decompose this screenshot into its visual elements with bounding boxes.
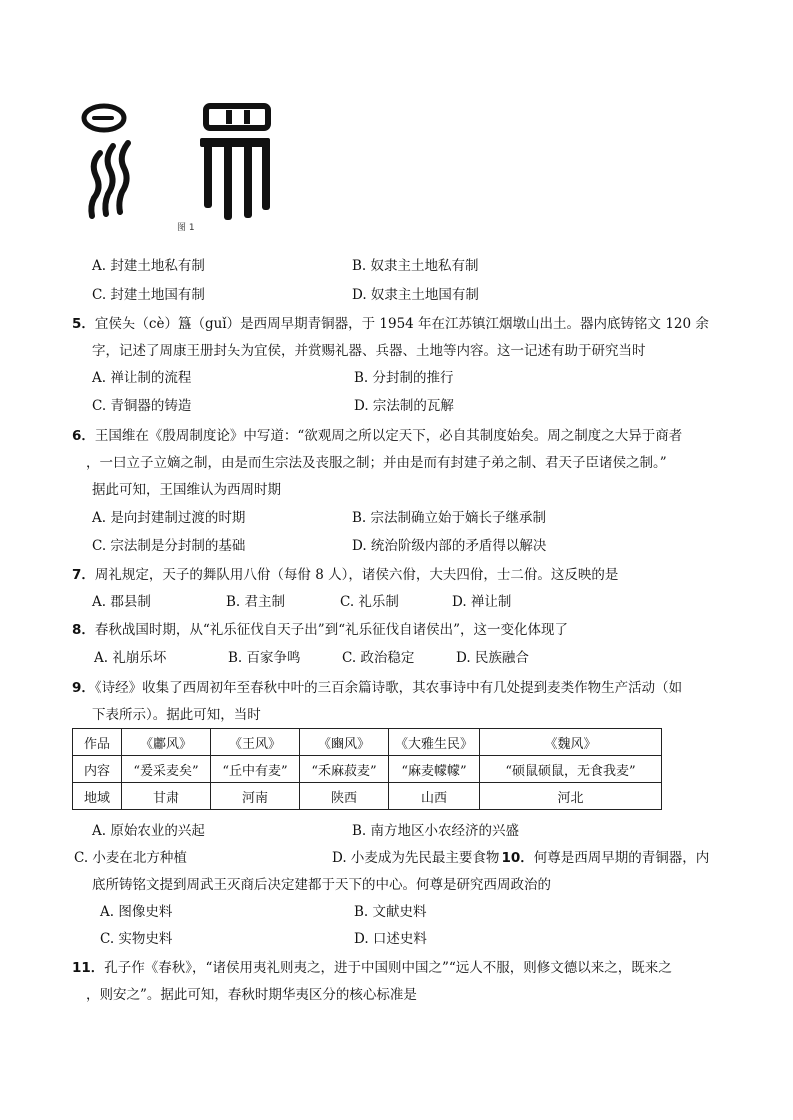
q8-option-a[interactable]: A. 礼崩乐坏 [94, 650, 167, 666]
q5-text-1: 宜侯夨（cè）簋（guǐ）是西周早期青铜器，于 1954 年在江苏镇江烟墩山出土。器内底铸铭文 120 余 [94, 316, 709, 332]
q6-option-c[interactable]: C. 宗法制是分封制的基础 [92, 538, 246, 554]
q4-option-c[interactable]: C. 封建土地国有制 [92, 287, 205, 303]
q9-number: 9． [72, 680, 95, 696]
q10-stem-line2: 底所铸铭文提到周武王灭商后决定建都于天下的中心。何尊是研究西周政治的 [92, 877, 551, 893]
q6-option-b[interactable]: B. 宗法制确立始于嫡长子继承制 [352, 510, 547, 526]
q4-option-d[interactable]: D. 奴隶主土地国有制 [352, 287, 479, 303]
table-cell: “爰采麦矣” [122, 756, 211, 783]
q8-option-b[interactable]: B. 百家争鸣 [228, 650, 301, 666]
q7-number: 7． [72, 567, 95, 583]
q11-stem-line1 [72, 956, 672, 976]
q8-text-1: 春秋战国时期，从“礼乐征伐自天子出”到“礼乐征伐自诸侯出”，这一变化体现了 [94, 622, 569, 638]
table-cell: 河北 [480, 783, 662, 810]
q6-number: 6． [72, 428, 95, 444]
ancient-script-image [78, 98, 283, 228]
q10-text-1: 何尊是西周早期的青铜器，内 [533, 850, 710, 866]
q8-number: 8． [72, 622, 95, 638]
q5-option-d[interactable]: D. 宗法制的瓦解 [354, 398, 454, 414]
q9-option-b[interactable]: B. 南方地区小农经济的兴盛 [352, 823, 520, 839]
q10-number: 10． [501, 850, 534, 866]
q4-option-b[interactable]: B. 奴隶主土地私有制 [352, 258, 479, 274]
table-cell: 陕西 [300, 783, 389, 810]
q11-number: 11． [72, 960, 105, 976]
q5-number: 5． [72, 316, 95, 332]
q7-stem-line1 [72, 563, 618, 583]
table-cell: 《大雅生民》 [389, 729, 480, 756]
q4-option-a[interactable]: A. 封建土地私有制 [92, 258, 205, 274]
q9-option-d[interactable]: D. 小麦成为先民最主要食物 [332, 850, 500, 866]
q10-option-b[interactable]: B. 文献史料 [354, 904, 427, 920]
q7-text-1: 周礼规定，天子的舞队用八佾（每佾 8 人），诸侯六佾，大夫四佾，士二佾。这反映的是 [94, 567, 619, 583]
q8-stem-line1 [72, 618, 568, 638]
table-cell: 《豳风》 [300, 729, 389, 756]
q8-option-d[interactable]: D. 民族融合 [456, 650, 529, 666]
table-cell: 地域 [73, 783, 122, 810]
figure-label: 图 1 [177, 223, 195, 233]
table-cell: 山西 [389, 783, 480, 810]
q10-option-d[interactable]: D. 口述史料 [354, 931, 427, 947]
q11-text-1: 孔子作《春秋》，“诸侯用夷礼则夷之，进于中国则中国之”“远人不服，则修文德以来之，既来之 [104, 960, 672, 976]
table-cell: “硕鼠硕鼠，无食我麦” [480, 756, 662, 783]
q9-text-1: 《诗经》收集了西周初年至春秋中叶的三百余篇诗歌，其农事诗中有几处提到麦类作物生产活动（如 [94, 680, 683, 696]
q8-option-c[interactable]: C. 政治稳定 [342, 650, 415, 666]
table-cell: 内容 [73, 756, 122, 783]
q9-stem-line2: 下表所示）。据此可知，当时 [92, 707, 261, 723]
table-cell: 《王风》 [211, 729, 300, 756]
q9-option-a[interactable]: A. 原始农业的兴起 [92, 823, 205, 839]
table-cell: “麻麦幪幪” [389, 756, 480, 783]
table-cell: 甘肃 [122, 783, 211, 810]
q5-option-b[interactable]: B. 分封制的推行 [354, 370, 454, 386]
q9-option-c[interactable]: C. 小麦在北方种植 [74, 850, 187, 866]
table-cell: “禾麻菽麦” [300, 756, 389, 783]
q5-option-a[interactable]: A. 禅让制的流程 [92, 370, 192, 386]
table-row-region [73, 783, 662, 810]
glyph-left [84, 106, 128, 216]
q7-option-a[interactable]: A. 郡县制 [92, 594, 151, 610]
q7-option-d[interactable]: D. 禅让制 [452, 594, 512, 610]
table-cell: 《鄘风》 [122, 729, 211, 756]
table-cell: 作品 [73, 729, 122, 756]
q5-stem-line2: 字，记述了周康王册封夨为宜侯，并赏赐礼器、兵器、土地等内容。这一记述有助于研究当时 [92, 343, 646, 359]
table-row-works [73, 729, 662, 756]
q6-option-a[interactable]: A. 是向封建制过渡的时期 [92, 510, 246, 526]
q5-stem-line1 [72, 312, 709, 332]
table-cell: 河南 [211, 783, 300, 810]
q11-stem-line2: ，则安之”。据此可知，春秋时期华夷区分的核心标准是 [86, 987, 417, 1003]
q6-stem-line1 [72, 424, 682, 444]
q6-stem-line2: ，一曰立子立嫡之制，由是而生宗法及丧服之制；并由是而有封建子弟之制、君天子臣诸侯之制。” [86, 455, 667, 471]
q10-option-c[interactable]: C. 实物史料 [100, 931, 173, 947]
q9-stem-line1 [72, 676, 682, 696]
q5-option-c[interactable]: C. 青铜器的铸造 [92, 398, 192, 414]
q6-stem-line3: 据此可知，王国维认为西周时期 [92, 482, 281, 498]
table-cell: 《魏风》 [480, 729, 662, 756]
q6-option-d[interactable]: D. 统治阶级内部的矛盾得以解决 [352, 538, 547, 554]
glyph-right [200, 106, 270, 220]
q7-option-b[interactable]: B. 君主制 [226, 594, 286, 610]
figure-1-glyphs [78, 98, 283, 228]
q9-table [72, 728, 662, 810]
q9d-q10-line [332, 846, 709, 866]
table-row-content [73, 756, 662, 783]
q10-option-a[interactable]: A. 图像史料 [100, 904, 173, 920]
q7-option-c[interactable]: C. 礼乐制 [340, 594, 399, 610]
q6-text-1: 王国维在《殷周制度论》中写道：“欲观周之所以定天下，必自其制度始矣。周之制度之大异于商者 [94, 428, 683, 444]
table-cell: “丘中有麦” [211, 756, 300, 783]
